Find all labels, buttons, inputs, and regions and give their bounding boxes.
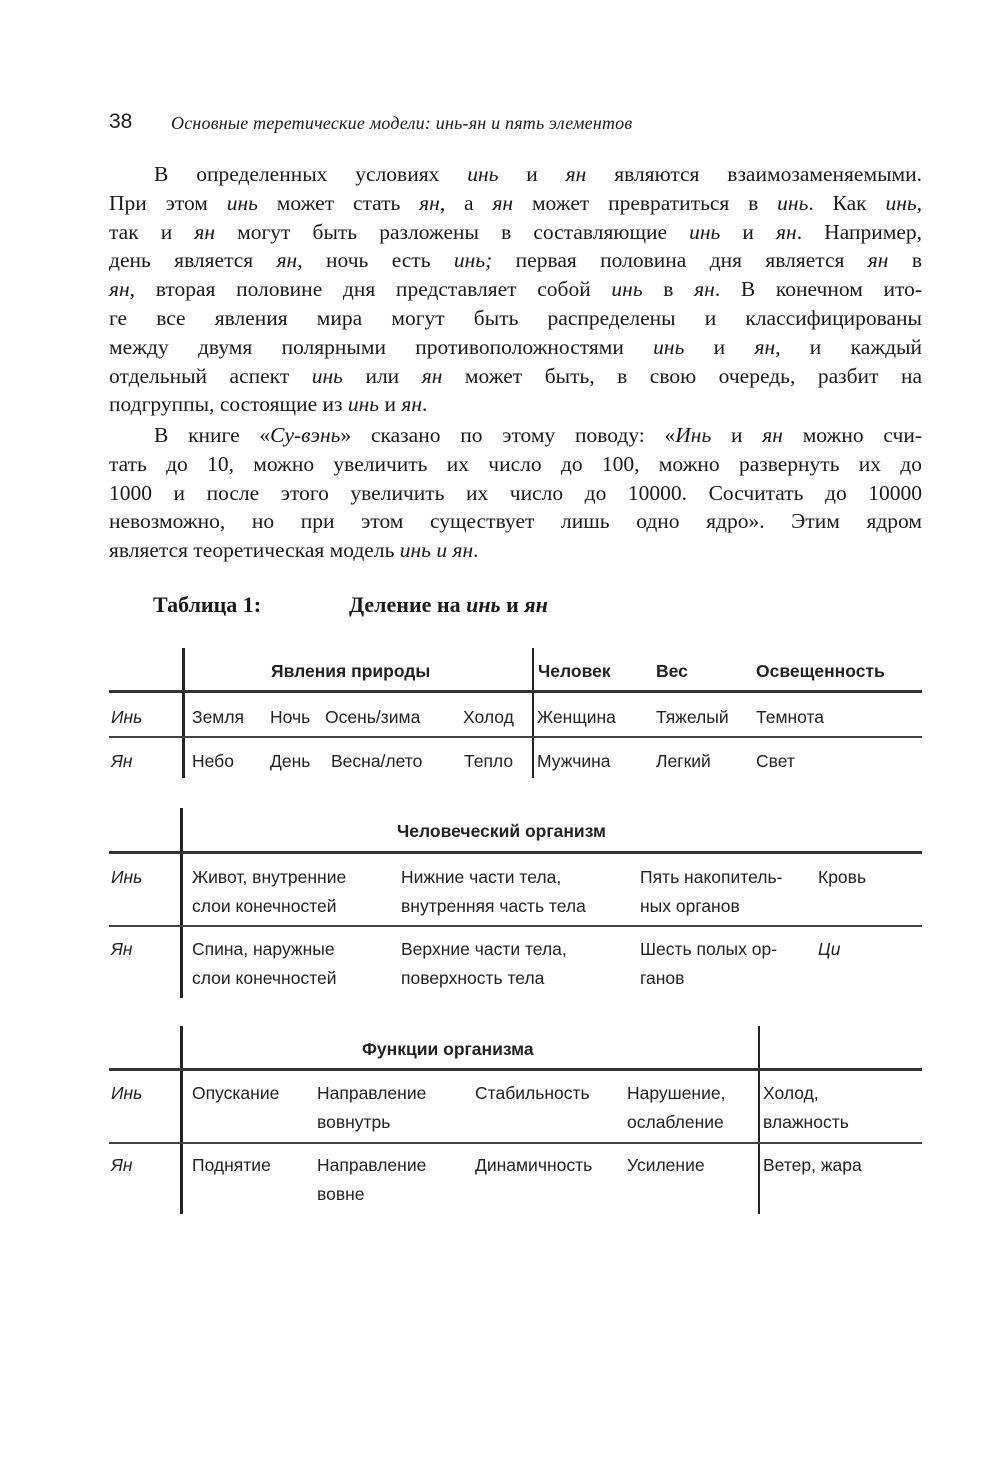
italic-term: инь: [467, 162, 499, 186]
table-cell: Направление: [317, 1083, 427, 1103]
table-cell: Холод: [463, 707, 514, 727]
row-label-yang: Ян: [111, 939, 133, 959]
table-cell: ослабление: [627, 1112, 724, 1132]
table-cell: Свет: [756, 751, 795, 771]
italic-term: ян: [762, 423, 783, 447]
italic-term: инь: [347, 392, 380, 417]
table-cell: Верхние части тела,: [401, 939, 567, 959]
text-line: день является ян, ночь есть инь; первая половина дня является ян в: [109, 248, 923, 273]
table-cell: Направление: [317, 1155, 427, 1175]
paragraph-1: [109, 160, 922, 419]
header-light: Освещенность: [756, 661, 885, 681]
italic-term: ян: [419, 190, 440, 215]
table-body-functions: [109, 1026, 922, 1214]
table-cell: Шесть полых ор-: [640, 939, 778, 959]
italic-term: ян: [776, 219, 797, 244]
caption-prefix: Деление на: [349, 592, 467, 617]
italic-term: ян: [194, 219, 216, 244]
table-cell: Легкий: [656, 751, 711, 771]
text-line: тать до 10, можно увеличить их число до 100, можно развернуть их до: [109, 451, 922, 476]
table-cell: Тяжелый: [656, 707, 729, 727]
text-line: 1000 и после этого увеличить их число до 10000. Сосчитать до 10000: [109, 480, 922, 505]
caption-yang: ян: [524, 592, 548, 617]
header-weight: Вес: [656, 661, 688, 681]
table-cell: поверхность тела: [401, 968, 545, 988]
table-cell: Небо: [192, 751, 234, 771]
table-cell: Стабильность: [475, 1083, 590, 1103]
text-line: В определенных условиях инь и ян являются взаимозаменяемыми.: [154, 162, 922, 186]
table-cell: Ночь: [270, 707, 311, 727]
italic-term: инь и ян: [399, 538, 474, 563]
table-caption-title: [349, 592, 548, 618]
text-line: При этом инь может стать ян, а ян может превратиться в инь. Как инь,: [109, 190, 923, 215]
row-label-yin: Инь: [111, 867, 143, 887]
header-rule: [109, 1068, 922, 1071]
table-divider: [532, 648, 534, 778]
table-cell: Пять накопитель-: [640, 867, 783, 887]
italic-term: ян,: [109, 277, 136, 302]
text-line: так и ян могут быть разложены в составляющие инь и ян. Например,: [109, 219, 923, 244]
table-cell: Темнота: [756, 707, 825, 727]
table-cell: слои конечностей: [192, 896, 337, 916]
table-caption-label: Таблица 1:: [153, 592, 262, 617]
table-cell: Спина, наружные: [192, 939, 335, 959]
running-title: Основные теретические модели: инь-ян и пять элементов: [171, 113, 633, 133]
italic-term: Инь: [675, 423, 712, 447]
text-line: ге все явления мира могут быть распределены и классифицированы: [109, 305, 922, 330]
table-cell: День: [270, 751, 311, 771]
italic-term: инь: [653, 334, 685, 359]
page-number: 38: [109, 110, 133, 133]
table-cell: Весна/лето: [331, 751, 423, 771]
table-divider: [180, 1026, 183, 1214]
table-divider: [182, 648, 185, 778]
paragraph-2: [109, 421, 922, 565]
table-cell: Земля: [192, 707, 245, 727]
table-cell: вовне: [317, 1184, 365, 1204]
italic-term: ян,: [754, 334, 781, 359]
italic-term: ян,: [276, 248, 303, 273]
running-header: [109, 110, 929, 140]
header-rule: [109, 851, 922, 854]
italic-term: ян: [867, 248, 889, 273]
table-nature-human: [109, 648, 922, 778]
table-cell: ганов: [640, 968, 685, 988]
table-cell: влажность: [763, 1112, 849, 1132]
text-line: В книге «Су-вэнь» сказано по этому поводу: «Инь и ян можно счи-: [154, 423, 922, 447]
table-cell: Мужчина: [537, 751, 611, 771]
caption-and: и: [500, 592, 525, 617]
table-cell: Ветер, жара: [763, 1155, 862, 1175]
table-cell: Холод,: [763, 1083, 819, 1103]
table-cell: Тепло: [464, 751, 514, 771]
italic-term: инь: [777, 190, 809, 215]
text-line: ян, вторая половине дня представляет собой инь в ян. В конечном ито-: [109, 277, 923, 302]
italic-term: Су-вэнь: [270, 423, 341, 447]
row-label-yin: Инь: [111, 1083, 143, 1103]
italic-term: инь: [689, 219, 721, 244]
italic-term: инь: [311, 363, 343, 388]
table-cell: ных органов: [640, 896, 740, 916]
text-line: подгруппы, состоящие из инь и ян.: [109, 392, 428, 417]
text-line: отдельный аспект инь или ян может быть, в свою очередь, разбит на: [109, 363, 923, 388]
header-nature: Явления природы: [271, 661, 431, 681]
header-human-body: Человеческий организм: [397, 821, 606, 841]
table-cell: Нижние части тела,: [401, 867, 562, 887]
table-human-body: [109, 808, 922, 998]
text-line: невозможно, но при этом существует лишь одно ядро». Этим ядром: [109, 509, 922, 534]
table-cell: Усиление: [627, 1155, 705, 1175]
header-rule: [109, 690, 922, 693]
table-cell: Живот, внутренние: [192, 867, 347, 887]
table-caption: [153, 592, 548, 618]
italic-term: инь: [226, 190, 258, 215]
italic-term: ян: [401, 392, 423, 417]
table-cell: Осень/зима: [325, 707, 421, 727]
row-label-yin: Инь: [111, 707, 143, 727]
text-line: является теоретическая модель инь и ян.: [109, 538, 479, 563]
row-rule: [109, 925, 922, 927]
header-body-functions: Функции организма: [362, 1039, 534, 1059]
italic-term: инь: [611, 277, 643, 302]
row-rule: [109, 1142, 922, 1144]
table-cell: Динамичность: [475, 1155, 593, 1175]
table-cell: вовнутрь: [317, 1112, 391, 1132]
italic-term: инь,: [885, 190, 923, 215]
italic-term: инь;: [453, 248, 493, 273]
table-divider: [180, 808, 183, 998]
caption-yin: инь: [466, 592, 501, 617]
table-cell: слои конечностей: [192, 968, 337, 988]
table-cell: Кровь: [818, 867, 867, 887]
italic-term: ян: [421, 363, 443, 388]
italic-term: ян: [694, 277, 715, 302]
table-cell: Опускание: [192, 1083, 280, 1103]
table-cell: внутренняя часть тела: [401, 896, 586, 916]
table-divider: [758, 1026, 760, 1214]
italic-term: ян: [565, 162, 587, 186]
italic-term: ян: [492, 190, 514, 215]
row-label-yang: Ян: [111, 751, 133, 771]
table-cell: Женщина: [537, 707, 616, 727]
table-cell: Нарушение,: [627, 1083, 726, 1103]
text-line: между двумя полярными противоположностями инь и ян, и каждый: [109, 334, 923, 359]
table-cell: Ци: [818, 939, 841, 959]
header-human: Человек: [538, 661, 611, 681]
table-cell: Поднятие: [192, 1155, 271, 1175]
row-label-yang: Ян: [111, 1155, 133, 1175]
row-rule: [109, 736, 922, 738]
